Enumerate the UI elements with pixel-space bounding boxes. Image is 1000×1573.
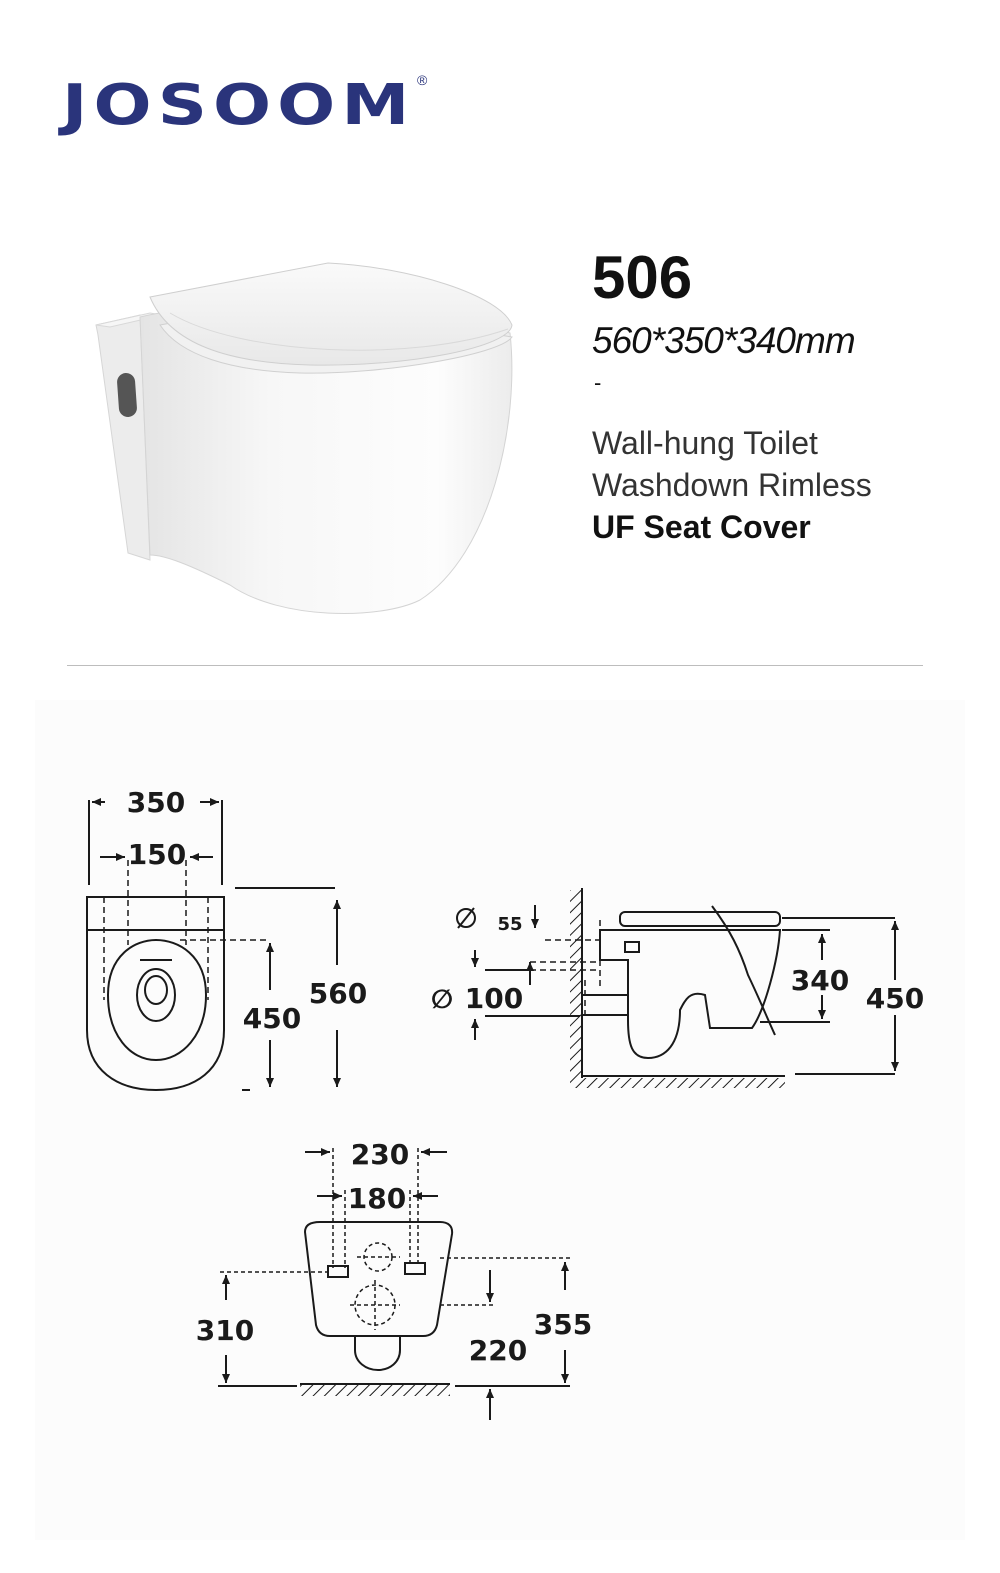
top-view-drawing [87, 800, 337, 1090]
dim-mount-height: 450 [865, 982, 925, 1015]
dim-outlet-spacing: 150 [127, 838, 187, 871]
registered-mark: ® [417, 72, 428, 88]
dim-inlet-height: 310 [195, 1314, 255, 1347]
dim-width: 350 [126, 786, 186, 819]
dim-fixing-outer: 230 [350, 1138, 410, 1171]
model-number: 506 [592, 244, 693, 311]
dim-bowl-height: 340 [790, 964, 850, 997]
product-dimensions: 560*350*340mm [592, 320, 855, 361]
dim-outlet-height: 220 [468, 1334, 528, 1367]
dim-depth: 560 [308, 977, 368, 1010]
dim-outlet-diameter: 100 [464, 982, 524, 1015]
dim-fixing-depth: 450 [242, 1002, 302, 1035]
brand-logo: JOSOOM [62, 73, 416, 138]
dim-inlet-offset: 55 [497, 914, 523, 935]
separator: - [594, 370, 602, 395]
feature-type: Wall-hung Toilet [592, 425, 818, 461]
feature-seat: UF Seat Cover [592, 509, 811, 545]
diameter-symbol: ∅ [430, 985, 454, 1015]
dim-fixing-inner: 180 [347, 1182, 407, 1215]
feature-flush: Washdown Rimless [592, 467, 872, 503]
dim-fixing-height: 355 [533, 1308, 593, 1341]
